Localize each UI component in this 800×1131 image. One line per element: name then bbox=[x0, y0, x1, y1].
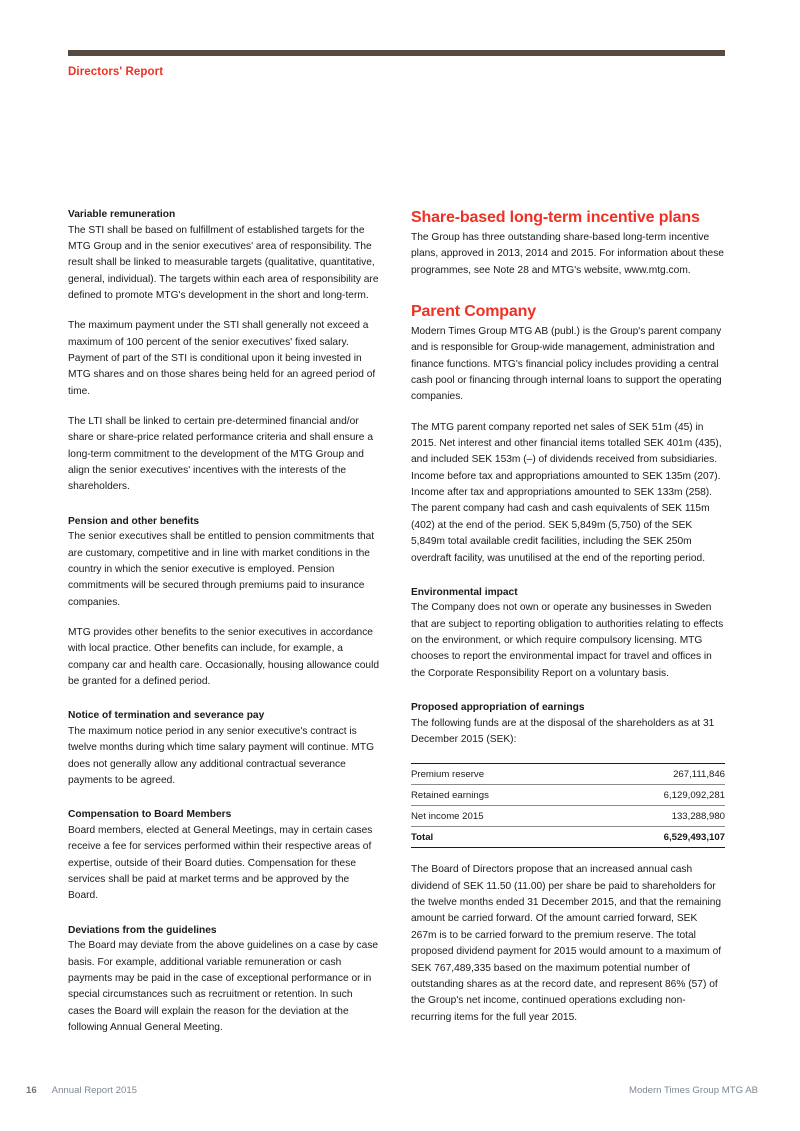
table-cell-label: Net income 2015 bbox=[411, 806, 587, 827]
paragraph-appropriation-intro: The following funds are at the disposal of the shareholders as at 31 December 2015 (SEK): bbox=[411, 717, 715, 746]
table-cell-total-label: Total bbox=[411, 827, 587, 848]
heading-pension-benefits: Pension and other benefits bbox=[68, 515, 200, 527]
heading-proposed-appropriation: Proposed appropriation of earnings bbox=[411, 702, 585, 714]
table-cell-label: Premium reserve bbox=[411, 764, 587, 785]
paragraph-pension-commitments: The senior executives shall be entitled to pension commitments that are customary, competitive and in line with market conditions in the country in which the senior executive is employed. Pension commitments will be secured through premiums paid to insurance companies. bbox=[68, 531, 375, 608]
table-cell-value: 267,111,846 bbox=[587, 764, 725, 785]
header-rule bbox=[68, 50, 725, 56]
left-column bbox=[68, 208, 382, 1036]
paragraph-dividend-proposal: The Board of Directors propose that an increased annual cash dividend of SEK 11.50 (11.00) per share be paid to shareholders for the twelve months ended 31 December 2015, and that the remaining amount be carried forward. Of the amount carried forward, SEK 267m is to be carried forward to the premium reserve. The total proposed dividend payment for 2015 would amount to a maximum of SEK 767,489,335 based on the maximum potential number of outstanding shares as at the record date, and represent 86% (57) of the Group's net income, continued operations excluding non-recurring items for the full year 2015. bbox=[411, 864, 722, 1023]
paragraph-notice-period: The maximum notice period in any senior executive's contract is twelve months during which time salary payment will continue. MTG does not generally allow any additional contractual severance payments to be agreed. bbox=[68, 726, 375, 787]
heading-parent-company: Parent Company bbox=[411, 303, 537, 321]
heading-share-based-incentive-plans: Share-based long-term incentive plans bbox=[411, 209, 700, 226]
table-row bbox=[411, 785, 725, 806]
table-cell-value: 133,288,980 bbox=[587, 806, 725, 827]
paragraph-other-benefits: MTG provides other benefits to the senior executives in accordance with local practice. Other benefits can include, for example, a company car and health care. Occasionally, housing allowance could be granted for a defined period. bbox=[68, 627, 380, 688]
heading-notice-termination: Notice of termination and severance pay bbox=[68, 710, 265, 722]
paragraph-parent-company-role: Modern Times Group MTG AB (publ.) is the Group's parent company and is responsible for Group-wide management, administration and finance functions. MTG's financial policy includes providing a central cash pool or financing through internal loans to support the operating companies. bbox=[411, 326, 722, 403]
right-column bbox=[411, 208, 725, 1026]
section-label: Directors' Report bbox=[68, 66, 164, 78]
heading-compensation-board-members: Compensation to Board Members bbox=[68, 809, 232, 821]
paragraph-share-based-plans: The Group has three outstanding share-based long-term incentive plans, approved in 2013, 2014 and 2015. For information about these programmes, see Note 28 and MTG's website, www.mtg.com. bbox=[411, 232, 724, 276]
paragraph-parent-company-financials: The MTG parent company reported net sales of SEK 51m (45) in 2015. Net interest and other financial items totalled SEK 401m (435), and included SEK 153m (–) of dividends received from subsidiaries. Income before tax and appropriations amounted to SEK 135m (207). Income after tax and appropriations amounted to SEK 133m (258). The parent company had cash and cash equivalents of SEK 115m (402) at the end of the period. SEK 5,849m (5,750) of the SEK 5,849m total available credit facilities, including the SEK 250m overdraft facility, was unutilised at the end of the reporting period. bbox=[411, 421, 722, 564]
paragraph-board-compensation: Board members, elected at General Meetings, may in certain cases receive a fee for services performed within their respective areas of expertise, outside of their Board duties. Compensation for these services shall be paid at market terms and be approved by the Board. bbox=[68, 825, 373, 902]
table-row bbox=[411, 764, 725, 785]
table-cell-label: Retained earnings bbox=[411, 785, 587, 806]
footer-document-title: Annual Report 2015 bbox=[51, 1085, 138, 1096]
heading-variable-remuneration: Variable remuneration bbox=[68, 209, 176, 220]
appropriation-of-earnings-table bbox=[411, 763, 725, 848]
heading-deviations-guidelines: Deviations from the guidelines bbox=[68, 924, 217, 936]
paragraph-lti: The LTI shall be linked to certain pre-determined financial and/or share or share-price related performance criteria and shall ensure a long-term commitment to the development of the MTG Group and align the senior executives' incentives with the interests of the shareholders. bbox=[68, 416, 373, 493]
table-row-total bbox=[411, 827, 725, 848]
paragraph-deviations: The Board may deviate from the above guidelines on a case by case basis. For example, additional variable remuneration or cash payments may be paid in the case of exceptional performance or in special circumstances such as recruitment or retention. In such cases the Board will explain the reason for the deviation at the following Annual General Meeting. bbox=[68, 940, 379, 1034]
paragraph-sti-maximum: The maximum payment under the STI shall generally not exceed a maximum of 100 percent of the senior executives' fixed salary. Payment of part of the STI is conditional upon it being invested in MTG shares and on those shares being held for an agreed period of time. bbox=[68, 320, 376, 397]
heading-environmental-impact: Environmental impact bbox=[411, 586, 518, 598]
footer-company-name: Modern Times Group MTG AB bbox=[628, 1085, 758, 1096]
paragraph-sti-targets: The STI shall be based on fulfillment of established targets for the MTG Group and in the senior executives' area of responsibility. The result shall be linked to measurable targets (qualitative, quantitative, general, individual). The targets within each area of responsibility are defined to promote MTG's development in the short and long-term. bbox=[68, 224, 379, 301]
table-cell-total-value: 6,529,493,107 bbox=[587, 827, 725, 848]
paragraph-environmental-impact: The Company does not own or operate any businesses in Sweden that are subject to reporting obligation to authorities relating to effects on the environment, or which require compulsory licensing. MTG chooses to report the environmental impact for travel and offices in the Corporate Responsibility Report on a voluntary basis. bbox=[411, 602, 724, 679]
footer-left bbox=[26, 1085, 137, 1096]
table-cell-value: 6,129,092,281 bbox=[587, 785, 725, 806]
footer-page-number: 16 bbox=[26, 1085, 37, 1096]
page-footer bbox=[26, 1085, 758, 1101]
table-row bbox=[411, 806, 725, 827]
